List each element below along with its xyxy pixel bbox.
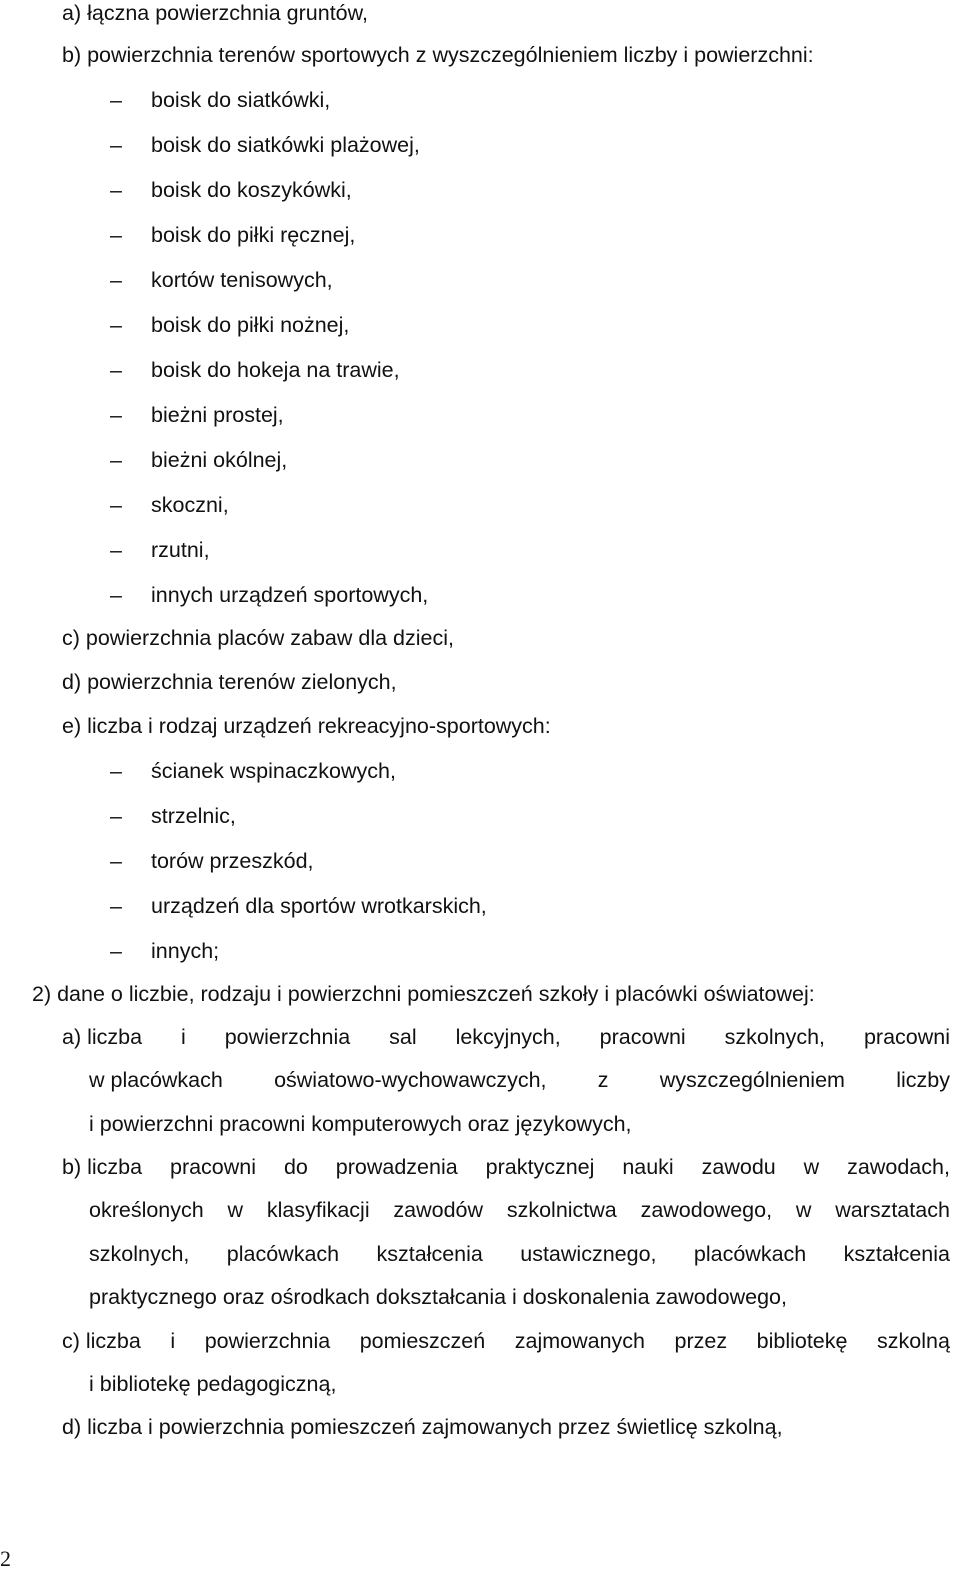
list-item: – boisk do koszykówki,	[110, 178, 352, 202]
list-item: – boisk do siatkówki plażowej,	[110, 133, 420, 157]
page-number: 2	[0, 1546, 11, 1571]
item-2d: d) liczba i powierzchnia pomieszczeń zajmowanych przez świetlicę szkolną,	[62, 1415, 783, 1439]
dash-bullet: –	[110, 178, 122, 202]
section-2-heading: 2) dane o liczbie, rodzaju i powierzchni pomieszczeń szkoły i placówki oświatowej:	[32, 982, 815, 1006]
item-2a-line-3: i powierzchni pracowni komputerowych oraz językowych,	[89, 1112, 632, 1136]
list-item: – ścianek wspinaczkowych,	[110, 759, 396, 783]
item-d-green-areas: d) powierzchnia terenów zielonych,	[62, 670, 397, 694]
item-2b-line-4: praktycznego oraz ośrodkach dokształcania i doskonalenia zawodowego,	[89, 1285, 787, 1309]
list-item: – innych urządzeń sportowych,	[110, 583, 429, 607]
dash-bullet: –	[110, 849, 122, 873]
list-item: – boisk do hokeja na trawie,	[110, 358, 400, 382]
dash-bullet: –	[110, 88, 122, 112]
dash-bullet: –	[110, 313, 122, 337]
item-2a-line-2: w placówkach oświatowo-wychowawczych, z wyszczególnieniem liczby	[89, 1068, 950, 1092]
item-2c-line-2: i bibliotekę pedagogiczną,	[89, 1372, 337, 1396]
list-item: – boisk do piłki nożnej,	[110, 313, 350, 337]
dash-bullet: –	[110, 583, 122, 607]
dash-bullet: –	[110, 804, 122, 828]
dash-bullet: –	[110, 448, 122, 472]
list-item: – skoczni,	[110, 493, 229, 517]
dash-bullet: –	[110, 403, 122, 427]
list-item: – torów przeszkód,	[110, 849, 314, 873]
dash-bullet: –	[110, 538, 122, 562]
list-item: – bieżni prostej,	[110, 403, 284, 427]
item-a-total-land-area: a) łączna powierzchnia gruntów,	[62, 1, 368, 25]
dash-bullet: –	[110, 223, 122, 247]
dash-bullet: –	[110, 133, 122, 157]
list-item: – urządzeń dla sportów wrotkarskich,	[110, 894, 487, 918]
item-2b-line-2: określonych w klasyfikacji zawodów szkolnictwa zawodowego, w warsztatach	[89, 1198, 950, 1222]
list-item: – rzutni,	[110, 538, 210, 562]
list-item: – boisk do siatkówki,	[110, 88, 331, 112]
dash-bullet: –	[110, 759, 122, 783]
item-2a-line-1: a) liczba i powierzchnia sal lekcyjnych, pracowni szkolnych, pracowni	[62, 1025, 950, 1049]
item-2c-line-1: c) liczba i powierzchnia pomieszczeń zajmowanych przez bibliotekę szkolną	[62, 1329, 950, 1353]
list-item: – kortów tenisowych,	[110, 268, 333, 292]
dash-bullet: –	[110, 939, 122, 963]
item-e-recreation-facilities: e) liczba i rodzaj urządzeń rekreacyjno-sportowych:	[62, 714, 551, 738]
item-2b-line-3: szkolnych, placówkach kształcenia ustawicznego, placówkach kształcenia	[89, 1242, 950, 1266]
list-item: – innych;	[110, 939, 220, 963]
dash-bullet: –	[110, 268, 122, 292]
list-item: – strzelnic,	[110, 804, 236, 828]
dash-bullet: –	[110, 493, 122, 517]
item-b-sports-areas: b) powierzchnia terenów sportowych z wyszczególnieniem liczby i powierzchni:	[62, 43, 814, 67]
list-item: – bieżni okólnej,	[110, 448, 288, 472]
list-item: – boisk do piłki ręcznej,	[110, 223, 356, 247]
dash-bullet: –	[110, 358, 122, 382]
item-2b-line-1: b) liczba pracowni do prowadzenia praktycznej nauki zawodu w zawodach,	[62, 1155, 950, 1179]
item-c-playgrounds: c) powierzchnia placów zabaw dla dzieci,	[62, 626, 454, 650]
dash-bullet: –	[110, 894, 122, 918]
